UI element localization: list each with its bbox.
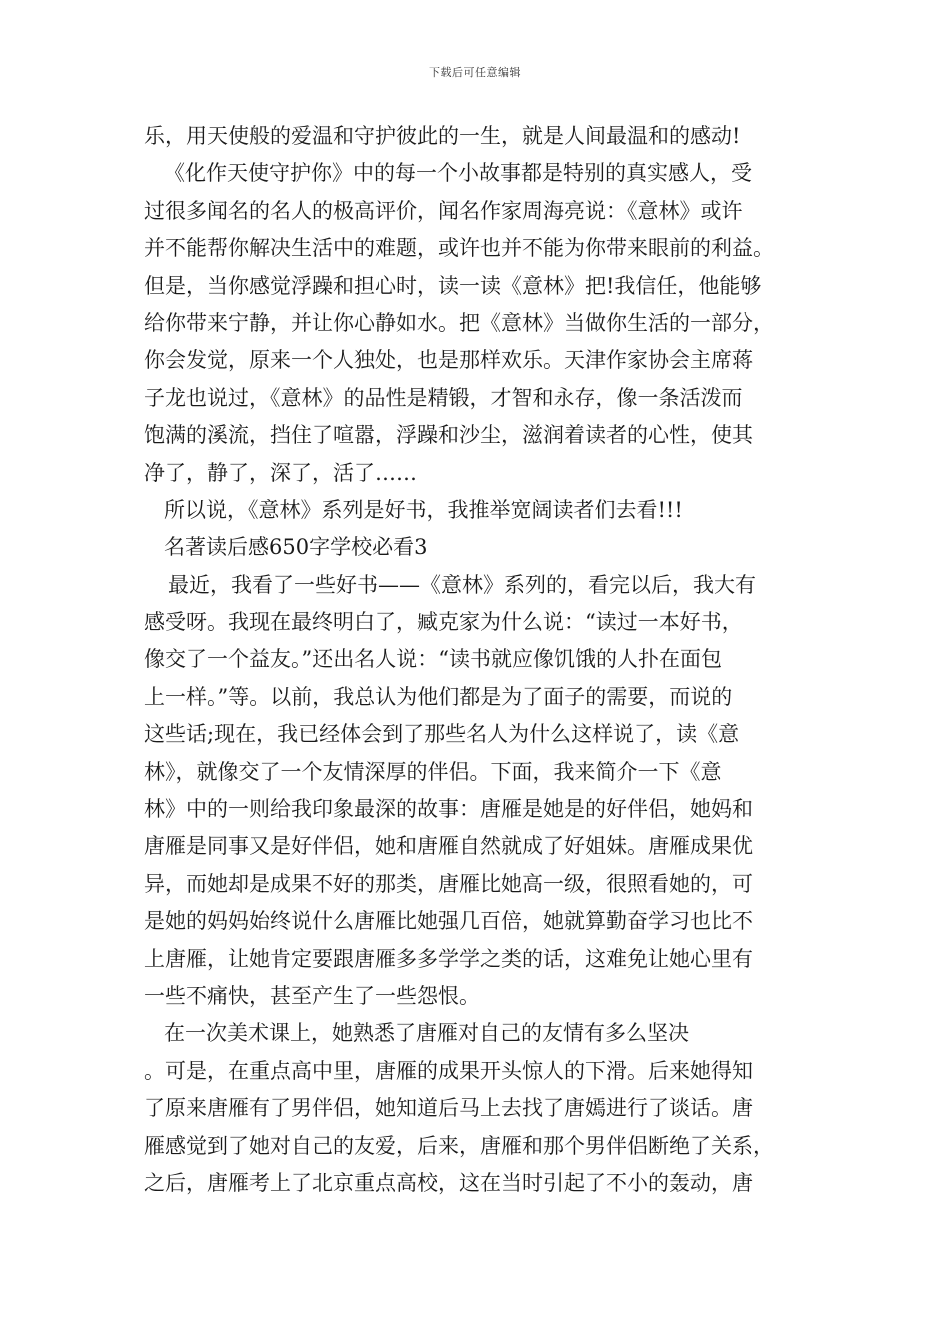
paragraph-line: 异，而她却是成果不好的那类，唐雁比她高一级，很照看她的，可 — [144, 871, 753, 896]
paragraph-line: 给你带来宁静，并让你心静如水。把《意林》当做你生活的一部分， — [144, 310, 774, 335]
paragraph-line: 林》，就像交了一个友情深厚的伴侣。下面，我来简介一下《意 — [144, 759, 722, 784]
document-body — [144, 118, 814, 1202]
paragraph-line: 并不能帮你解决生活中的难题，或许也并不能为你带来眼前的利益。 — [144, 236, 774, 261]
paragraph-line: 上一样。”等。以前，我总认为他们都是为了面子的需要，而说的 — [144, 684, 733, 709]
paragraph-line: 像交了一个益友。”还出名人说：“读书就应像饥饿的人扑在面包 — [144, 647, 722, 672]
paragraph-line: 林》中的一则给我印象最深的故事：唐雁是她是的好伴侣，她妈和 — [144, 797, 753, 822]
paragraph-line: 过很多闻名的名人的极高评价，闻名作家周海亮说：《意林》或许 — [144, 198, 743, 223]
paragraph-line: 最近，我看了一些好书——《意林》系列的，看完以后，我大有 — [168, 572, 756, 597]
paragraph-line: 《化作天使守护你》中的每一个小故事都是特别的真实感人，受 — [164, 161, 752, 186]
paragraph-line: 唐雁是同事又是好伴侣，她和唐雁自然就成了好姐妹。唐雁成果优 — [144, 834, 753, 859]
paragraph-line: 你会发觉，原来一个人独处，也是那样欢乐。天津作家协会主席蒋 — [144, 348, 753, 373]
paragraph-line: 感受呀。我现在最终明白了，臧克家为什么说：“读过一本好书， — [144, 610, 743, 635]
paragraph-line: 但是，当你感觉浮躁和担心时，读一读《意林》把!我信任，他能够 — [144, 273, 762, 298]
paragraph-line: 一些不痛快，甚至产生了一些怨恨。 — [144, 983, 480, 1008]
paragraph-line: 是她的妈妈始终说什么唐雁比她强几百倍，她就算勤奋学习也比不 — [144, 909, 753, 934]
paragraph-line: 子龙也说过，《意林》的品性是精锻，才智和永存，像一条活泼而 — [144, 385, 743, 410]
paragraph-line: 所以说，《意林》系列是好书，我推举宽阔读者们去看!!! — [164, 497, 683, 522]
paragraph-line: 这些话;现在，我已经体会到了那些名人为什么这样说了，读《意 — [144, 722, 740, 747]
paragraph-line: 雁感觉到了她对自己的友爱，后来，唐雁和那个男伴侣断绝了关系， — [144, 1133, 774, 1158]
page-header: 下载后可任意编辑 — [429, 66, 521, 79]
section-heading: 名著读后感650字学校必看3 — [164, 535, 428, 560]
paragraph-line: 之后，唐雁考上了北京重点高校，这在当时引起了不小的轰动，唐 — [144, 1170, 753, 1195]
paragraph-line: 乐，用天使般的爱温和守护彼此的一生，就是人间最温和的感动! — [144, 124, 741, 148]
paragraph-line: 上唐雁，让她肯定要跟唐雁多多学学之类的话，这难免让她心里有 — [144, 946, 753, 971]
paragraph-line: 。可是，在重点高中里，唐雁的成果开头惊人的下滑。后来她得知 — [144, 1058, 753, 1083]
paragraph-line: 了原来唐雁有了男伴侣，她知道后马上去找了唐嫣进行了谈话。唐 — [144, 1096, 753, 1121]
paragraph-line: 在一次美术课上，她熟悉了唐雁对自己的友情有多么坚决 — [164, 1021, 689, 1046]
paragraph-line: 净了，静了，深了，活了…… — [144, 460, 417, 485]
paragraph-line: 饱满的溪流，挡住了喧嚣，浮躁和沙尘，滋润着读者的心性，使其 — [144, 423, 753, 448]
